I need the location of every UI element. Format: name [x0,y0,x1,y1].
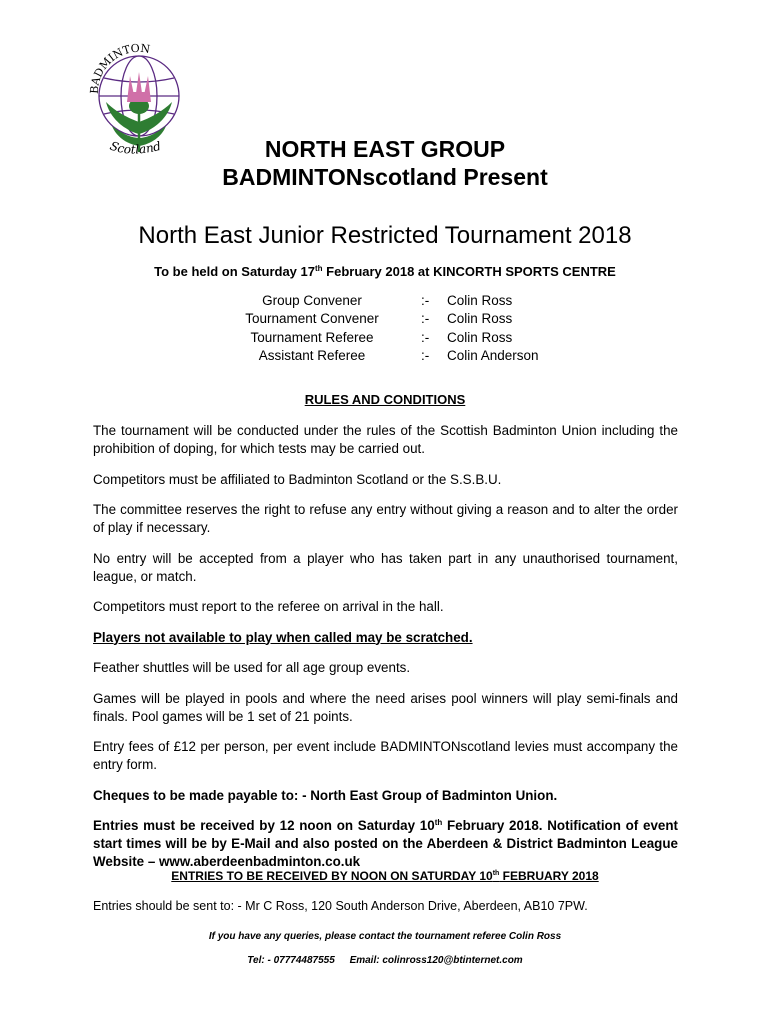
official-role: Tournament Referee [250,329,374,345]
rule-item-scratched: Players not available to play when called may be scratched. [93,629,473,645]
rule-item: Competitors must be affiliated to Badminton Scotland or the S.S.B.U. [93,471,502,487]
logo-text-bottom: Scotland [108,138,163,157]
tournament-title: North East Junior Restricted Tournament 2018 [138,222,632,249]
rule-item-entries: Entries must be received by 12 noon on Saturday 10th February 2018. Notification of event start times will be by E-Mail and also posted on the Aberdeen & District Badminton League Website – www.aberdeenbadminton.co.uk [93,818,678,869]
official-role: Group Convener [262,293,362,308]
rules-heading: RULES AND CONDITIONS [304,392,466,407]
entries-deadline: ENTRIES TO BE RECEIVED BY NOON ON SATURDAY 10th FEBRUARY 2018 [171,869,599,883]
official-sep: :- [421,347,430,363]
rule-item-cheques: Cheques to be made payable to: - North East Group of Badminton Union. [93,787,558,803]
rule-item: Games will be played in pools and where the need arises pool winners will play semi-finals and finals. Pool games will be 1 set of 21 points. [93,690,678,724]
official-role: Assistant Referee [258,347,366,363]
official-row [0,347,770,365]
logo-text-top: BADMINTON [87,41,151,95]
rule-item: The committee reserves the right to refuse any entry without giving a reason and to alter the order of play if necessary. [93,502,678,535]
official-name: Colin Ross [447,329,513,345]
official-sep: :- [421,329,430,345]
rule-item: Competitors must report to the referee on arrival in the hall. [93,599,444,614]
rule-item: No entry will be accepted from a player who has taken part in any unauthorised tournament, league, or match. [93,550,678,584]
rule-item: The tournament will be conducted under the rules of the Scottish Badminton Union including the prohibition of doping, for which tests may be carried out. [93,423,678,456]
contact-line [0,955,770,966]
header-line2: BADMINTONscotland Present [222,164,548,190]
contact-tel: Tel: - 07774487555 [247,955,335,966]
queries-note: If you have any queries, please contact the tournament referee Colin Ross [208,931,562,942]
send-to-address: Entries should be sent to: - Mr C Ross, 120 South Anderson Drive, Aberdeen, AB10 7PW. [93,899,588,913]
official-role: Tournament Convener [245,311,379,327]
official-row [0,292,770,310]
official-name: Colin Ross [447,311,513,327]
official-row [0,310,770,328]
held-line: To be held on Saturday 17th February 2018 at KINCORTH SPORTS CENTRE [154,264,616,279]
official-name: Colin Ross [447,293,513,308]
rule-item: Feather shuttles will be used for all age group events. [93,660,411,675]
official-sep: :- [421,293,430,308]
contact-email: Email: colinross120@btinternet.com [349,955,523,966]
rule-item: Entry fees of £12 per person, per event include BADMINTONscotland levies must accompany the entry form. [93,739,678,772]
official-sep: :- [421,311,430,327]
official-name: Colin Anderson [447,347,539,363]
header-line1: NORTH EAST GROUP [264,136,506,162]
official-row [0,329,770,347]
rules-list [93,422,678,884]
officials-list [0,292,770,365]
